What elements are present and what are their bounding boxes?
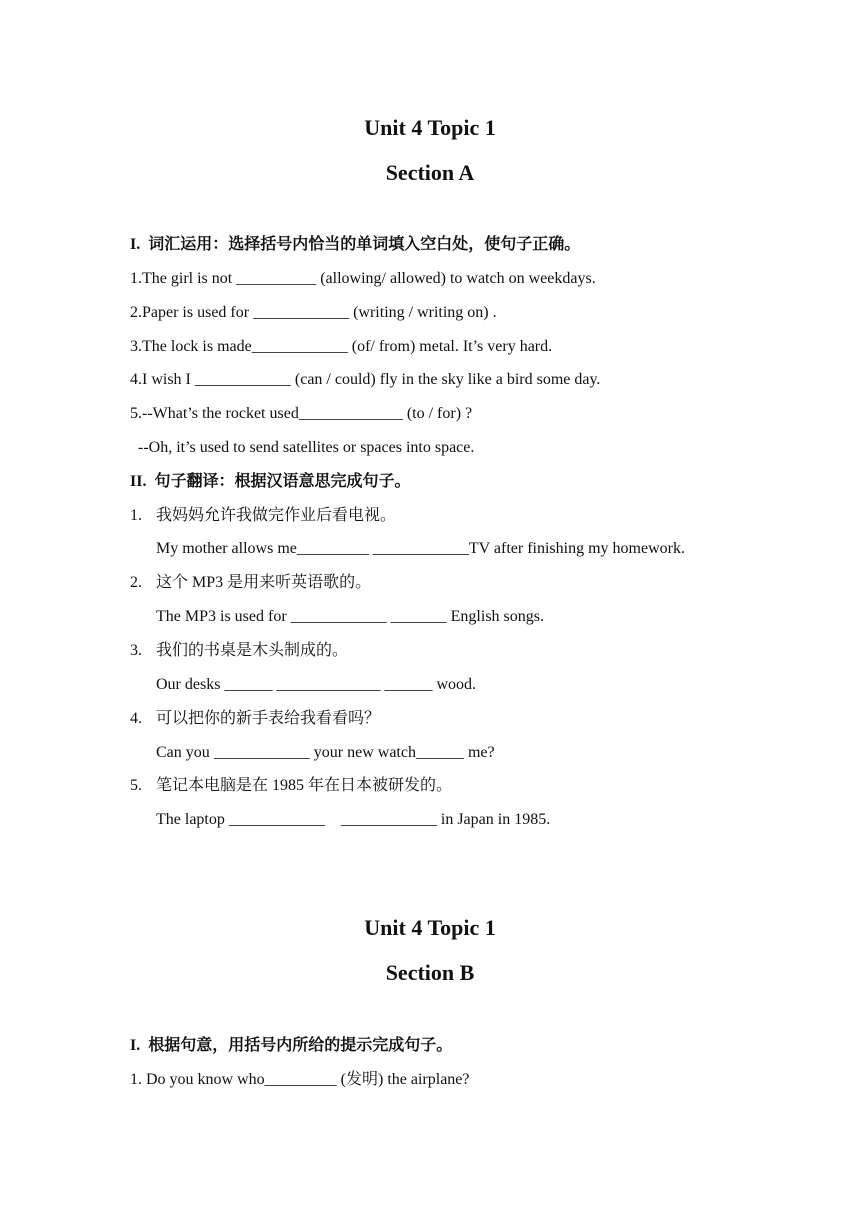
- translation-item-english: My mother allows me_________ ____________TV after finishing my homework.: [156, 540, 685, 557]
- exercise-item: 3.The lock is made____________ (of/ from) metal. It’s very hard.: [130, 338, 553, 355]
- translation-item-chinese: [130, 640, 348, 662]
- exercise-item: 2.Paper is used for ____________ (writing / writing on) .: [130, 304, 497, 321]
- translation-item-english: Our desks ______ _____________ ______ wood.: [156, 676, 476, 693]
- part2-heading-a: II. 句子翻译：根据汉语意思完成句子。: [130, 473, 411, 490]
- chinese-sentence: 可以把你的新手表给我看看吗？: [156, 710, 381, 727]
- unit-title-a: Unit 4 Topic 1: [364, 115, 496, 140]
- translation-item-english: The MP3 is used for ____________ _______ English songs.: [156, 608, 544, 625]
- item-number: 2.: [130, 574, 142, 591]
- item-number: 5.: [130, 777, 142, 794]
- translation-item-chinese: [130, 708, 380, 730]
- section-title-a: Section A: [385, 160, 475, 185]
- chinese-sentence: 笔记本电脑是在 1985 年在日本被研发的。: [156, 777, 453, 794]
- unit-title-b: Unit 4 Topic 1: [364, 915, 496, 940]
- translation-item-chinese: [130, 505, 396, 527]
- exercise-item: 5.--What’s the rocket used_____________ (to / for) ?: [130, 405, 473, 422]
- exercise-item: --Oh, it’s used to send satellites or spaces into space.: [130, 439, 475, 456]
- chinese-sentence: 这个 MP3 是用来听英语歌的。: [156, 574, 372, 591]
- item-number: 1.: [130, 507, 142, 524]
- exercise-item: 1.The girl is not __________ (allowing/ allowed) to watch on weekdays.: [130, 270, 596, 287]
- item-number: 4.: [130, 710, 142, 727]
- translation-item-chinese: [130, 572, 371, 594]
- part1-heading-a: I. 词汇运用：选择括号内恰当的单词填入空白处，使句子正确。: [130, 236, 581, 253]
- item-number: 3.: [130, 642, 142, 659]
- translation-item-english: The laptop ____________ ____________ in Japan in 1985.: [156, 811, 551, 828]
- section-title-b: Section B: [385, 960, 475, 985]
- translation-item-english: Can you ____________ your new watch______ me?: [156, 744, 495, 761]
- chinese-sentence: 我妈妈允许我做完作业后看电视。: [156, 507, 397, 524]
- translation-item-chinese: [130, 775, 452, 797]
- chinese-sentence: 我们的书桌是木头制成的。: [156, 642, 349, 659]
- exercise-item: 1. Do you know who_________ (发明) the airplane?: [130, 1071, 470, 1088]
- exercise-item: 4.I wish I ____________ (can / could) fly in the sky like a bird some day.: [130, 371, 601, 388]
- part1-heading-b: I. 根据句意，用括号内所给的提示完成句子。: [130, 1037, 453, 1054]
